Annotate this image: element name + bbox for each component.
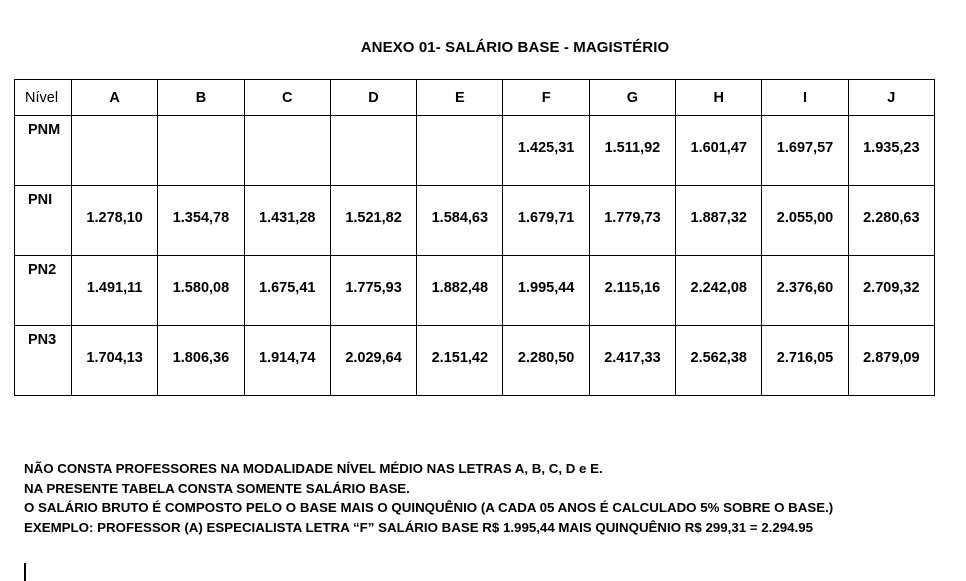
table-row bbox=[15, 326, 935, 396]
salary-cell bbox=[330, 116, 416, 186]
salary-cell: 2.280,63 bbox=[848, 186, 934, 256]
salary-cell bbox=[244, 116, 330, 186]
table-row bbox=[15, 256, 935, 326]
column-header: I bbox=[762, 80, 848, 116]
salary-cell: 1.882,48 bbox=[417, 256, 503, 326]
note-line: NA PRESENTE TABELA CONSTA SOMENTE SALÁRIO BASE. bbox=[24, 480, 410, 496]
salary-cell bbox=[158, 116, 244, 186]
salary-cell: 1.704,13 bbox=[72, 326, 158, 396]
salary-cell: 2.716,05 bbox=[762, 326, 848, 396]
salary-cell: 1.431,28 bbox=[244, 186, 330, 256]
salary-cell: 1.601,47 bbox=[676, 116, 762, 186]
column-header: H bbox=[676, 80, 762, 116]
salary-cell bbox=[72, 116, 158, 186]
notes-block bbox=[24, 459, 833, 537]
salary-cell: 2.879,09 bbox=[848, 326, 934, 396]
level-cell: PN2 bbox=[15, 256, 72, 326]
salary-cell: 1.278,10 bbox=[72, 186, 158, 256]
level-column-header: Nível bbox=[15, 80, 72, 116]
salary-cell: 1.935,23 bbox=[848, 116, 934, 186]
column-header: C bbox=[244, 80, 330, 116]
salary-table bbox=[14, 79, 935, 396]
level-cell: PNM bbox=[15, 116, 72, 186]
level-cell: PN3 bbox=[15, 326, 72, 396]
column-header: G bbox=[589, 80, 675, 116]
salary-cell: 1.425,31 bbox=[503, 116, 589, 186]
table-row bbox=[15, 116, 935, 186]
salary-cell: 2.115,16 bbox=[589, 256, 675, 326]
salary-cell: 2.376,60 bbox=[762, 256, 848, 326]
salary-cell bbox=[417, 116, 503, 186]
column-header: F bbox=[503, 80, 589, 116]
salary-cell: 2.709,32 bbox=[848, 256, 934, 326]
salary-cell: 2.029,64 bbox=[330, 326, 416, 396]
salary-cell: 2.055,00 bbox=[762, 186, 848, 256]
salary-cell: 2.562,38 bbox=[676, 326, 762, 396]
column-header: B bbox=[158, 80, 244, 116]
salary-cell: 1.914,74 bbox=[244, 326, 330, 396]
salary-cell: 1.580,08 bbox=[158, 256, 244, 326]
salary-cell: 1.995,44 bbox=[503, 256, 589, 326]
column-header: A bbox=[72, 80, 158, 116]
salary-cell: 2.242,08 bbox=[676, 256, 762, 326]
salary-cell: 1.806,36 bbox=[158, 326, 244, 396]
column-header: D bbox=[330, 80, 416, 116]
salary-cell: 2.280,50 bbox=[503, 326, 589, 396]
note-line: NÃO CONSTA PROFESSORES NA MODALIDADE NÍVEL MÉDIO NAS LETRAS A, B, C, D e E. bbox=[24, 461, 603, 476]
salary-cell: 1.521,82 bbox=[330, 186, 416, 256]
salary-cell: 1.584,63 bbox=[417, 186, 503, 256]
salary-cell: 1.354,78 bbox=[158, 186, 244, 256]
salary-cell: 1.491,11 bbox=[72, 256, 158, 326]
salary-cell: 1.679,71 bbox=[503, 186, 589, 256]
table-row bbox=[15, 186, 935, 256]
column-header: J bbox=[848, 80, 934, 116]
table-header-row bbox=[15, 80, 935, 116]
text-cursor bbox=[24, 563, 26, 581]
document-title: ANEXO 01- SALÁRIO BASE - MAGISTÉRIO bbox=[360, 39, 670, 56]
salary-cell: 2.417,33 bbox=[589, 326, 675, 396]
salary-cell: 1.697,57 bbox=[762, 116, 848, 186]
salary-cell: 1.675,41 bbox=[244, 256, 330, 326]
column-header: E bbox=[417, 80, 503, 116]
salary-cell: 2.151,42 bbox=[417, 326, 503, 396]
salary-cell: 1.775,93 bbox=[330, 256, 416, 326]
note-line: O SALÁRIO BRUTO É COMPOSTO PELO O BASE MAIS O QUINQUÊNIO (A CADA 05 ANOS É CALCULADO 5% SOBRE O BASE.) bbox=[24, 500, 834, 515]
salary-cell: 1.779,73 bbox=[589, 186, 675, 256]
note-line: EXEMPLO: PROFESSOR (A) ESPECIALISTA LETRA “F” SALÁRIO BASE R$ 1.995,44 MAIS QUINQUÊNIO R$ 299,31 = 2.294.95 bbox=[24, 519, 814, 535]
salary-cell: 1.887,32 bbox=[676, 186, 762, 256]
level-cell: PNI bbox=[15, 186, 72, 256]
salary-cell: 1.511,92 bbox=[589, 116, 675, 186]
